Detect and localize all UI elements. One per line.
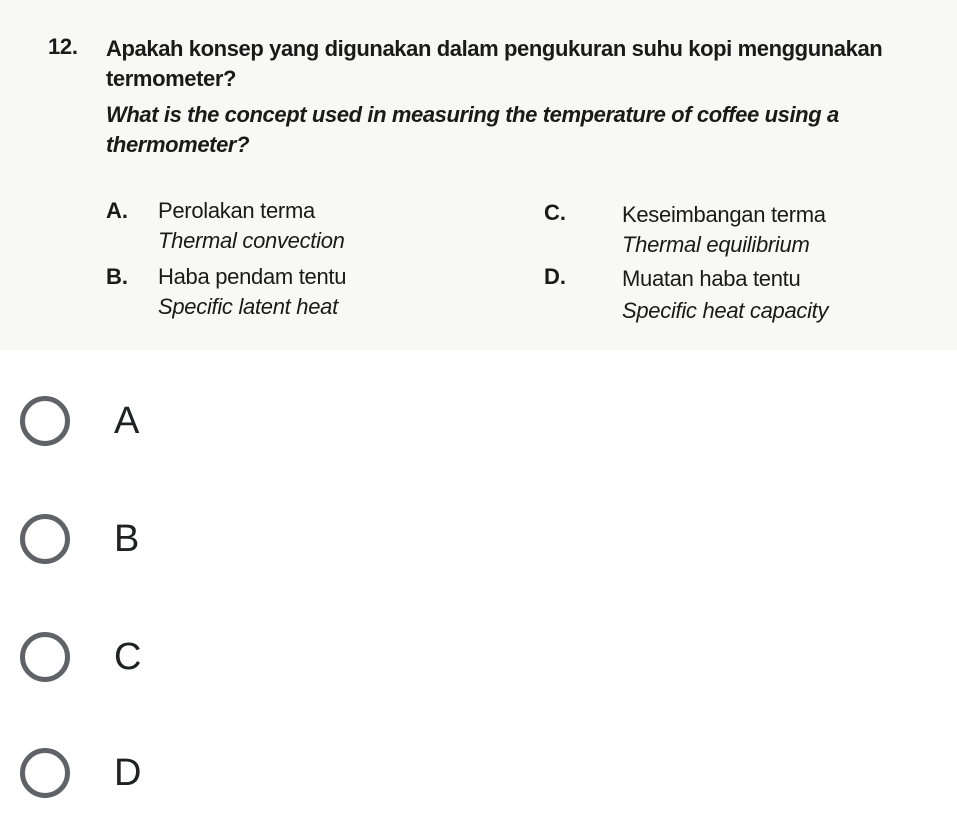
answer-label-b: B	[114, 518, 140, 560]
radio-button-b[interactable]	[20, 514, 70, 564]
option-d-english: Specific heat capacity	[622, 298, 829, 323]
option-a-letter: A.	[106, 198, 128, 223]
option-c-malay: Keseimbangan terma	[622, 202, 826, 227]
answer-choice-c[interactable]	[18, 630, 418, 694]
answer-label-a: A	[114, 400, 140, 442]
question-number: 12.	[48, 34, 78, 59]
option-b-english: Specific latent heat	[158, 294, 338, 319]
radio-button-a[interactable]	[20, 396, 70, 446]
question-text-english: What is the concept used in measuring the temperature of coffee using a thermometer?	[106, 102, 839, 157]
answer-label-d: D	[114, 752, 142, 794]
option-d-malay: Muatan haba tentu	[622, 266, 801, 291]
answer-choice-b[interactable]	[18, 512, 418, 576]
question-image	[0, 0, 957, 350]
answer-choice-a[interactable]	[18, 394, 418, 458]
radio-button-c[interactable]	[20, 632, 70, 682]
option-a-english: Thermal convection	[158, 228, 345, 253]
option-a-malay: Perolakan terma	[158, 198, 315, 223]
radio-button-d[interactable]	[20, 748, 70, 798]
option-d-letter: D.	[544, 264, 566, 289]
option-c-english: Thermal equilibrium	[622, 232, 810, 257]
option-c-letter: C.	[544, 200, 566, 225]
question-text-malay: Apakah konsep yang digunakan dalam pengukuran suhu kopi menggunakan termometer?	[106, 36, 883, 91]
answer-choice-d[interactable]	[18, 746, 418, 810]
option-b-letter: B.	[106, 264, 128, 289]
answer-label-c: C	[114, 636, 142, 678]
option-b-malay: Haba pendam tentu	[158, 264, 347, 289]
